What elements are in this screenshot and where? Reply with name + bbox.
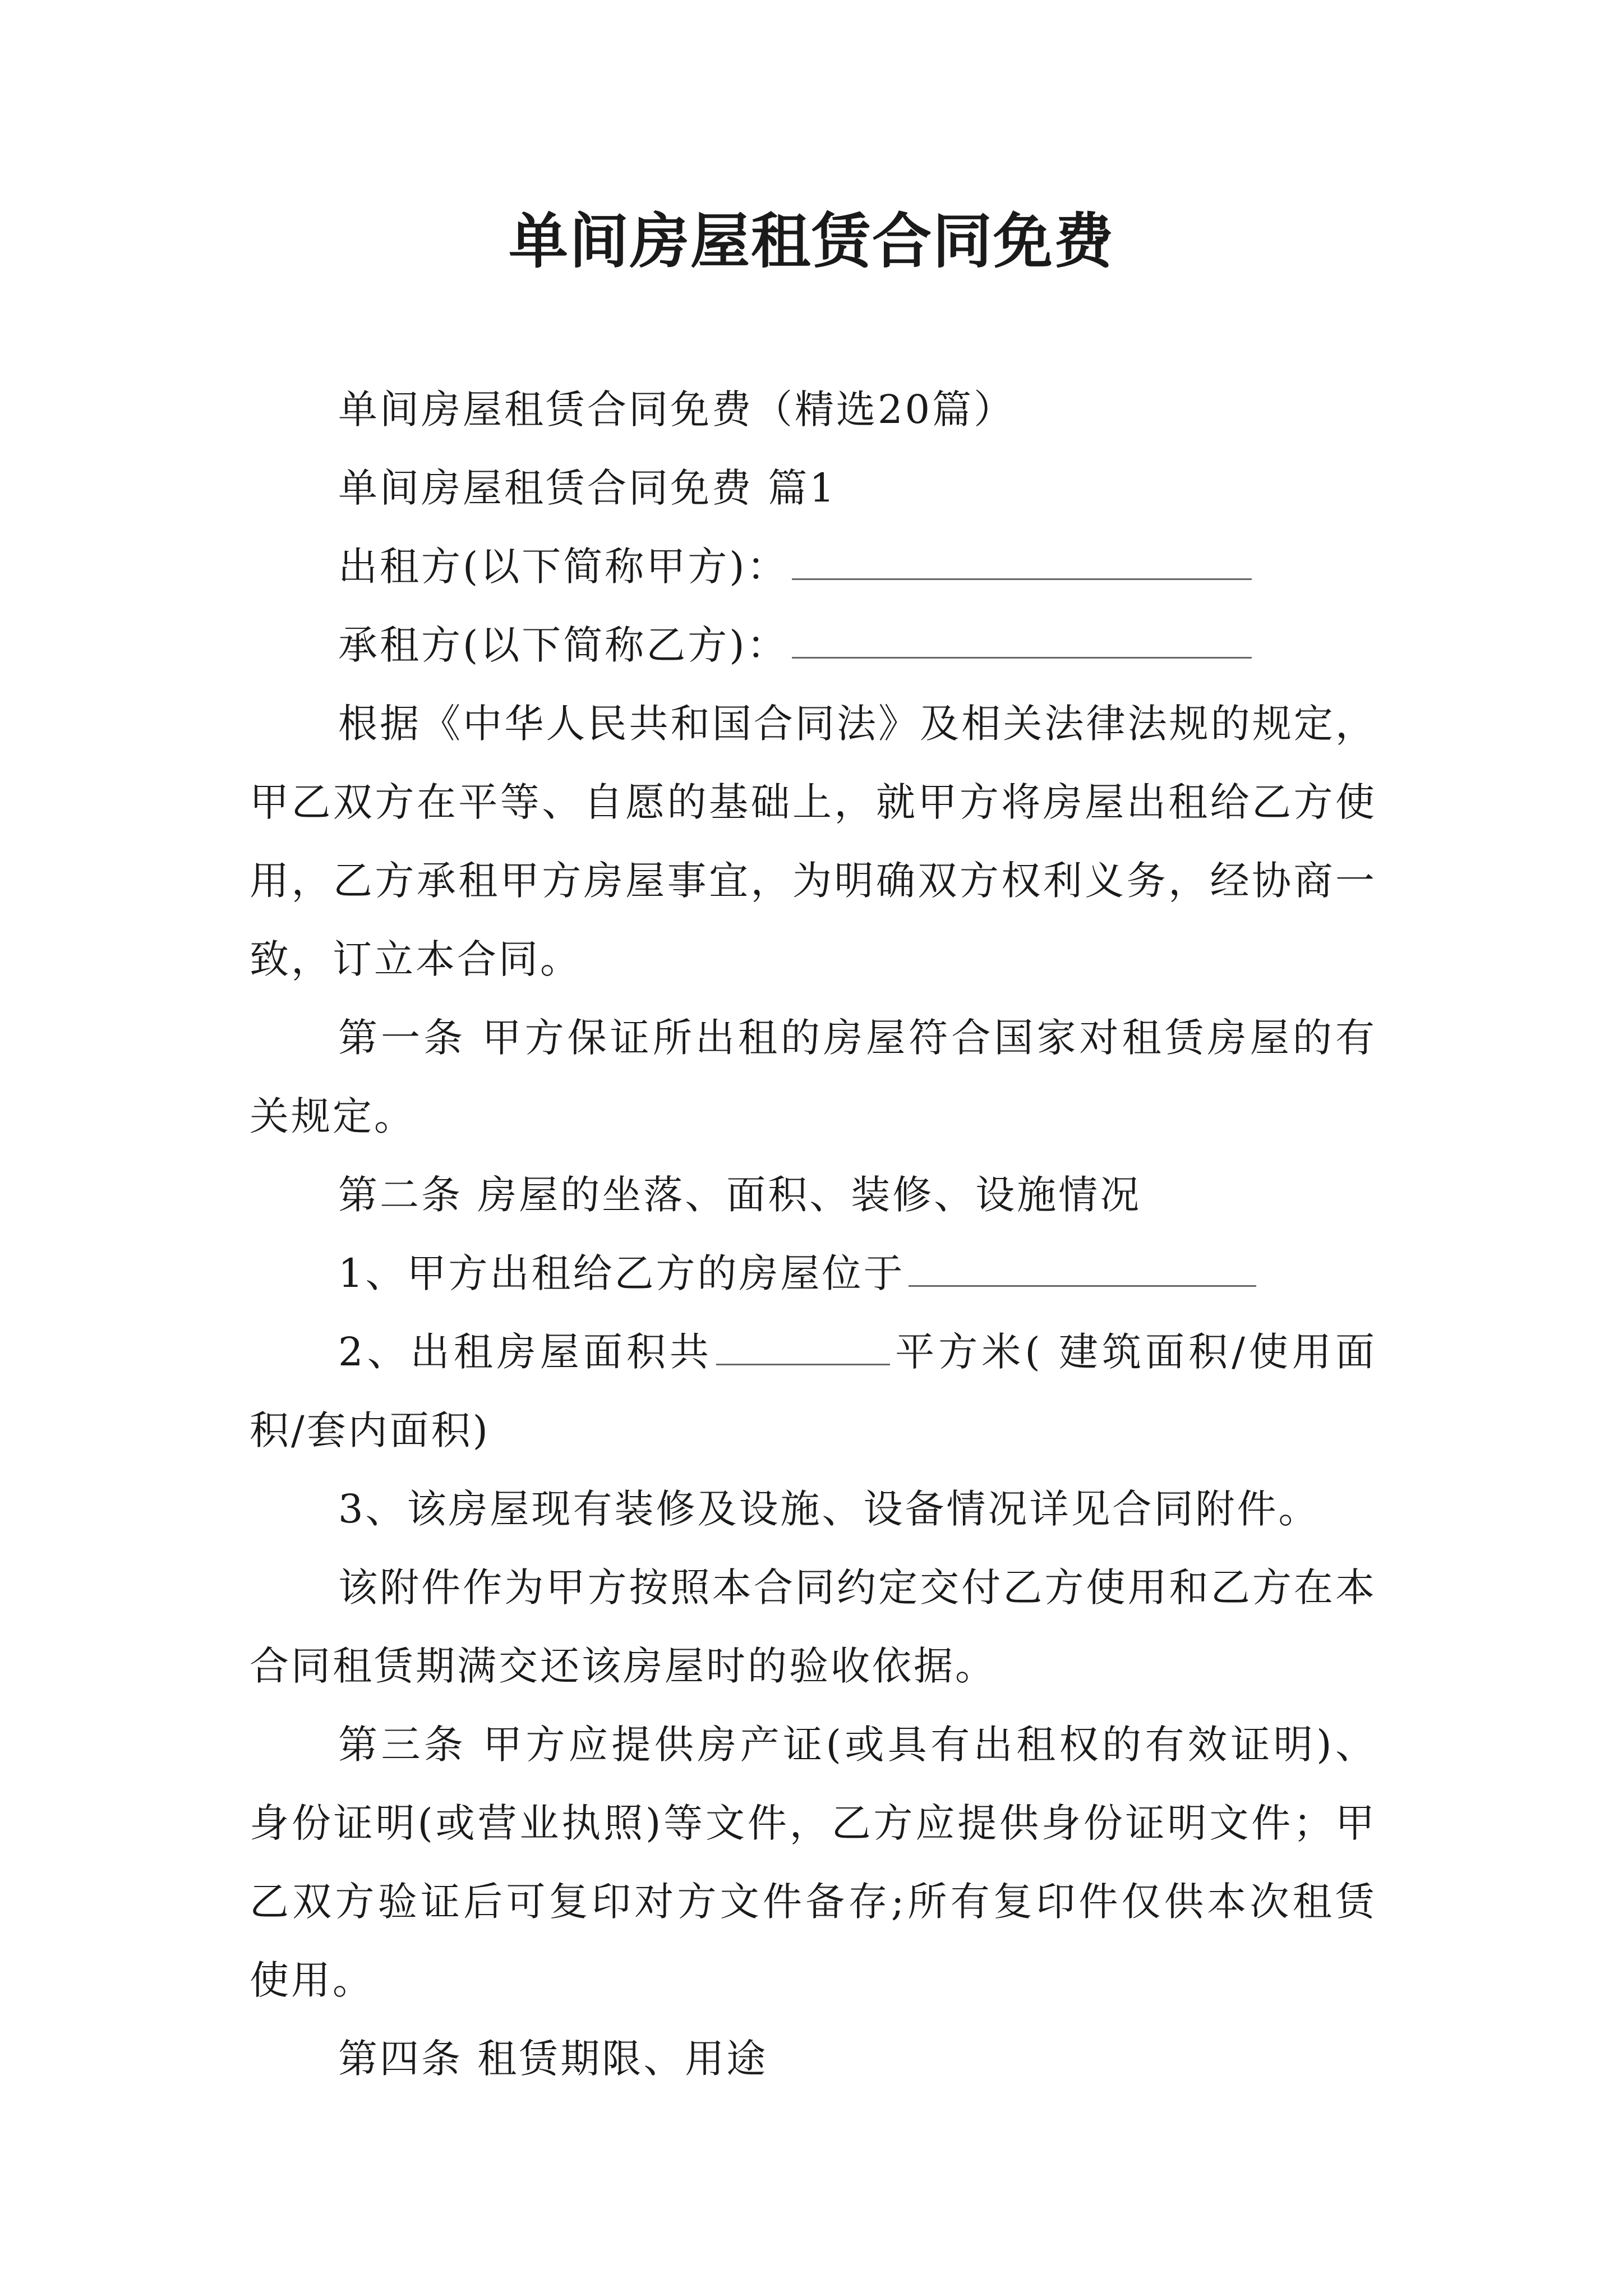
section-heading: 单间房屋租赁合同免费 篇1 — [338, 465, 837, 511]
lessor-line — [250, 527, 1377, 606]
lessee-label: 承租方(以下简称乙方)： — [338, 622, 789, 668]
item-2-before: 2、出租房屋面积共 — [338, 1329, 713, 1375]
document-title: 单间房屋租赁合同免费 — [509, 206, 1114, 276]
item-2-after: 平方米( 建筑面积/使用面积/套内面积) — [250, 1329, 1377, 1453]
lessee-blank — [792, 612, 1252, 659]
article-2-item-1 — [250, 1234, 1377, 1313]
document-subtitle: 单间房屋租赁合同免费（精选20篇） — [338, 386, 1016, 432]
item-1-text: 1、甲方出租给乙方的房屋位于 — [338, 1250, 905, 1296]
location-blank — [909, 1240, 1256, 1287]
attachment-paragraph: 该附件作为甲方按照本合同约定交付乙方使用和乙方在本合同租赁期满交还该房屋时的验收依据。 — [250, 1565, 1377, 1689]
article-1: 第一条 甲方保证所出租的房屋符合国家对租赁房屋的有关规定。 — [250, 1015, 1377, 1139]
article-2-item-2 — [250, 1313, 1377, 1470]
article-2-heading: 第二条 房屋的坐落、面积、装修、设施情况 — [338, 1172, 1142, 1218]
lessee-line — [250, 606, 1377, 684]
lessor-blank — [792, 533, 1252, 580]
document-body — [250, 370, 1377, 2098]
preamble-paragraph: 根据《中华人民共和国合同法》及相关法律法规的规定，甲乙双方在平等、自愿的基础上，就甲方将房屋出租给乙方使用，乙方承租甲方房屋事宜，为明确双方权利义务，经协商一致，订立本合同。 — [250, 701, 1377, 982]
article-4-heading: 第四条 租赁期限、用途 — [338, 2036, 768, 2082]
article-2-item-3: 3、该房屋现有装修及设施、设备情况详见合同附件。 — [338, 1486, 1320, 1532]
lessor-label: 出租方(以下简称甲方)： — [338, 544, 789, 590]
article-3: 第三条 甲方应提供房产证(或具有出租权的有效证明)、身份证明(或营业执照)等文件，乙方应提供身份证明文件；甲乙双方验证后可复印对方文件备存;所有复印件仅供本次租赁使用。 — [250, 1722, 1377, 2003]
area-blank — [716, 1319, 890, 1365]
